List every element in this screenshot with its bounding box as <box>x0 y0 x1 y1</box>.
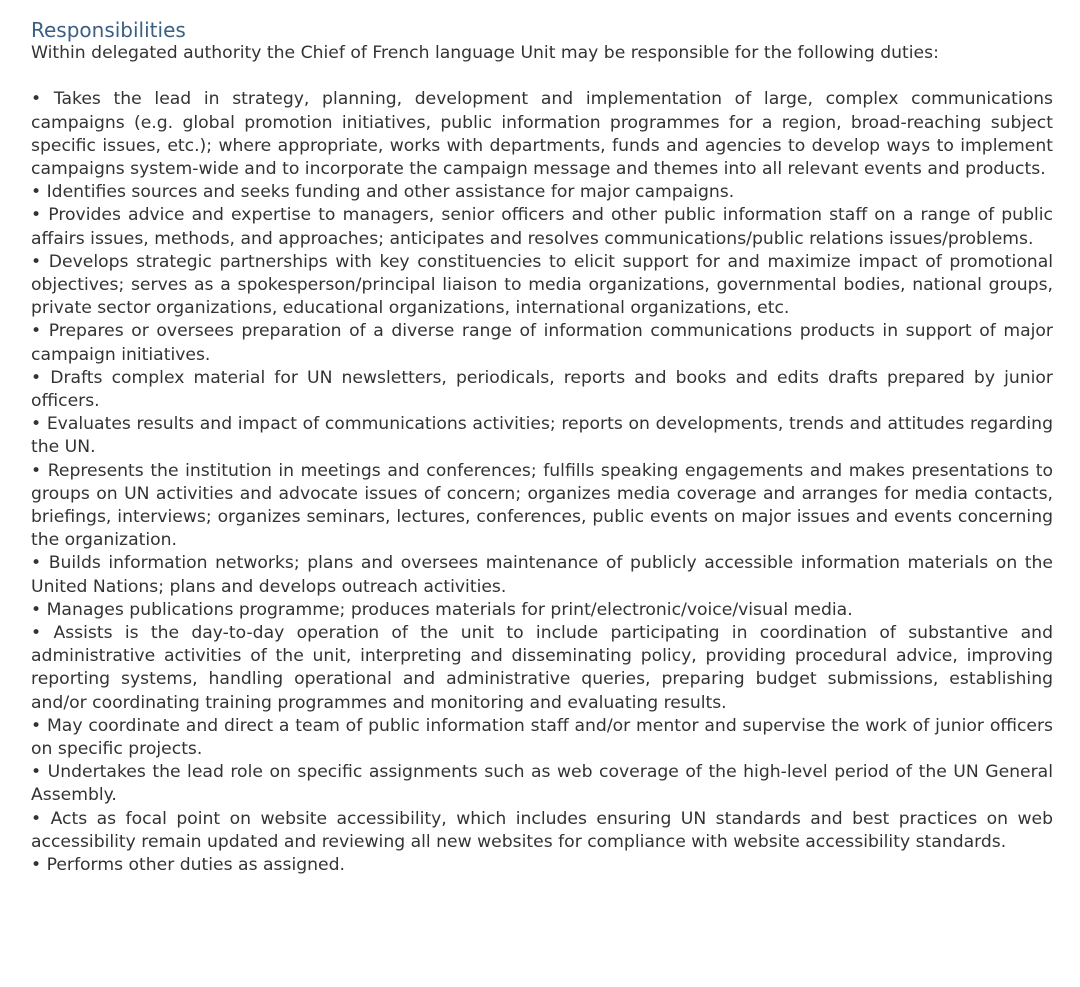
duty-item: • Takes the lead in strategy, planning, development and implementation of large, complex communications campaigns (e.g. global promotion initiatives, public information programmes for a region, broad-reaching subject specific issues, etc.); where appropriate, works with departments, funds and agencies to develop ways to implement campaigns system-wide and to incorporate the campaign message and themes into all relevant events and products. <box>31 89 1053 179</box>
duty-item: • Builds information networks; plans and oversees maintenance of publicly accessible information materials on the United Nations; plans and develops outreach activities. <box>31 553 1053 597</box>
duty-item: • Undertakes the lead role on specific assignments such as web coverage of the high-level period of the UN General Assembly. <box>31 762 1053 806</box>
duty-item: • Provides advice and expertise to managers, senior officers and other public information staff on a range of public affairs issues, methods, and approaches; anticipates and resolves communications/public relations issues/problems. <box>31 205 1053 249</box>
duty-item: • Acts as focal point on website accessibility, which includes ensuring UN standards and best practices on web accessibility remain updated and reviewing all new websites for compliance with website accessibility standards. <box>31 808 1053 852</box>
responsibilities-section <box>31 18 1053 877</box>
duty-item: • Develops strategic partnerships with key constituencies to elicit support for and maximize impact of promotional objectives; serves as a spokesperson/principal liaison to media organizations, governmental bodies, national groups, private sector organizations, educational organizations, international organizations, etc. <box>31 251 1053 319</box>
duty-item: • Assists is the day-to-day operation of the unit to include participating in coordination of substantive and administrative activities of the unit, interpreting and disseminating policy, providing procedural advice, improving reporting systems, handling operational and administrative queries, preparing budget submissions, establishing and/or coordinating training programmes and monitoring and evaluating results. <box>31 623 1053 713</box>
duties-list <box>31 88 1053 877</box>
duty-item: • Manages publications programme; produces materials for print/electronic/voice/visual media. <box>31 599 853 620</box>
section-title: Responsibilities <box>31 18 186 42</box>
duty-item: • Prepares or oversees preparation of a diverse range of information communications products in support of major campaign initiatives. <box>31 321 1053 365</box>
duty-item: • May coordinate and direct a team of public information staff and/or mentor and supervise the work of junior officers on specific projects. <box>31 715 1053 760</box>
duty-item: • Drafts complex material for UN newsletters, periodicals, reports and books and edits drafts prepared by junior officers. <box>31 367 1053 412</box>
section-intro: Within delegated authority the Chief of French language Unit may be responsible for the following duties: <box>31 43 939 63</box>
duty-item: • Represents the institution in meetings and conferences; fulfills speaking engagements and makes presentations to groups on UN activities and advocate issues of concern; organizes media coverage and arranges for media contacts, briefings, interviews; organizes seminars, lectures, conferences, public events on major issues and events concerning the organization. <box>31 460 1053 551</box>
duty-item: • Evaluates results and impact of communications activities; reports on developments, trends and attitudes regarding the UN. <box>31 414 1053 458</box>
spacer <box>31 65 1053 88</box>
duty-item: • Identifies sources and seeks funding and other assistance for major campaigns. <box>31 182 735 203</box>
duty-item: • Performs other duties as assigned. <box>31 855 345 876</box>
